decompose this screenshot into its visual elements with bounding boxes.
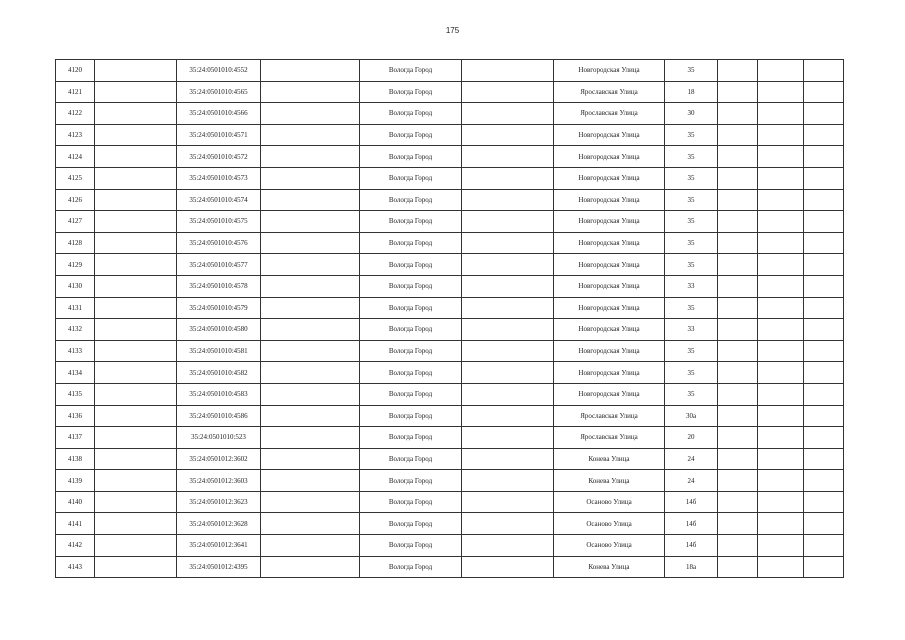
cell-empty bbox=[804, 297, 844, 319]
cell-empty bbox=[718, 232, 758, 254]
cell-empty bbox=[95, 167, 177, 189]
cell-street: Новгородская Улица bbox=[554, 124, 665, 146]
cell-empty bbox=[261, 535, 360, 557]
cell-empty bbox=[804, 383, 844, 405]
cell-empty bbox=[462, 211, 554, 233]
cell-street: Новгородская Улица bbox=[554, 383, 665, 405]
cell-empty bbox=[462, 513, 554, 535]
table-row bbox=[56, 491, 844, 513]
cell-street: Ярославская Улица bbox=[554, 81, 665, 103]
cell-empty bbox=[462, 103, 554, 125]
table-row bbox=[56, 383, 844, 405]
cell-empty bbox=[804, 319, 844, 341]
cell-empty bbox=[261, 448, 360, 470]
cell-empty bbox=[95, 146, 177, 168]
cell-number: 4136 bbox=[56, 405, 95, 427]
cell-empty bbox=[804, 556, 844, 578]
cell-empty bbox=[718, 340, 758, 362]
cell-number: 4122 bbox=[56, 103, 95, 125]
cell-empty bbox=[261, 340, 360, 362]
cell-empty bbox=[758, 405, 804, 427]
cell-empty bbox=[261, 405, 360, 427]
cell-street: Новгородская Улица bbox=[554, 146, 665, 168]
cell-empty bbox=[758, 211, 804, 233]
cell-empty bbox=[718, 448, 758, 470]
cell-empty bbox=[718, 319, 758, 341]
table-row bbox=[56, 211, 844, 233]
cell-city: Вологда Город bbox=[360, 81, 462, 103]
cell-cadastral-number: 35:24:0501012:4395 bbox=[177, 556, 261, 578]
cell-empty bbox=[718, 254, 758, 276]
cell-empty bbox=[261, 232, 360, 254]
cell-empty bbox=[758, 60, 804, 82]
cell-street: Конева Улица bbox=[554, 556, 665, 578]
cell-street: Новгородская Улица bbox=[554, 167, 665, 189]
cell-empty bbox=[718, 189, 758, 211]
cell-empty bbox=[758, 275, 804, 297]
cell-empty bbox=[261, 491, 360, 513]
cell-house: 35 bbox=[665, 211, 718, 233]
cell-city: Вологда Город bbox=[360, 189, 462, 211]
cell-city: Вологда Город bbox=[360, 254, 462, 276]
table-row bbox=[56, 189, 844, 211]
cell-empty bbox=[95, 211, 177, 233]
cell-empty bbox=[95, 103, 177, 125]
cell-empty bbox=[758, 297, 804, 319]
cell-empty bbox=[718, 297, 758, 319]
cell-empty bbox=[95, 340, 177, 362]
cell-empty bbox=[261, 297, 360, 319]
cell-house: 20 bbox=[665, 427, 718, 449]
cell-street: Новгородская Улица bbox=[554, 275, 665, 297]
cell-cadastral-number: 35:24:0501010:4578 bbox=[177, 275, 261, 297]
cell-city: Вологда Город bbox=[360, 405, 462, 427]
cell-house: 18 bbox=[665, 81, 718, 103]
cell-city: Вологда Город bbox=[360, 448, 462, 470]
table-row bbox=[56, 319, 844, 341]
cell-empty bbox=[462, 146, 554, 168]
table-row bbox=[56, 254, 844, 276]
table-row bbox=[56, 448, 844, 470]
cell-number: 4133 bbox=[56, 340, 95, 362]
table-row bbox=[56, 556, 844, 578]
table-row bbox=[56, 362, 844, 384]
cell-city: Вологда Город bbox=[360, 211, 462, 233]
cell-number: 4125 bbox=[56, 167, 95, 189]
cell-street: Новгородская Улица bbox=[554, 362, 665, 384]
cell-cadastral-number: 35:24:0501010:4582 bbox=[177, 362, 261, 384]
cell-empty bbox=[804, 146, 844, 168]
cell-city: Вологда Город bbox=[360, 362, 462, 384]
cell-cadastral-number: 35:24:0501012:3623 bbox=[177, 491, 261, 513]
cell-cadastral-number: 35:24:0501010:4581 bbox=[177, 340, 261, 362]
cell-empty bbox=[95, 319, 177, 341]
table-row bbox=[56, 146, 844, 168]
table-row bbox=[56, 275, 844, 297]
cell-empty bbox=[95, 491, 177, 513]
cell-empty bbox=[758, 340, 804, 362]
cell-empty bbox=[95, 556, 177, 578]
cell-empty bbox=[804, 448, 844, 470]
cell-empty bbox=[804, 103, 844, 125]
cell-empty bbox=[758, 491, 804, 513]
cell-empty bbox=[261, 470, 360, 492]
cell-street: Осаново Улица bbox=[554, 491, 665, 513]
cell-house: 35 bbox=[665, 232, 718, 254]
cell-empty bbox=[261, 556, 360, 578]
cell-empty bbox=[95, 275, 177, 297]
cell-street: Новгородская Улица bbox=[554, 60, 665, 82]
cell-empty bbox=[261, 513, 360, 535]
cell-empty bbox=[758, 427, 804, 449]
table-row bbox=[56, 124, 844, 146]
cell-cadastral-number: 35:24:0501012:3603 bbox=[177, 470, 261, 492]
cell-empty bbox=[261, 146, 360, 168]
cell-cadastral-number: 35:24:0501010:4579 bbox=[177, 297, 261, 319]
cell-street: Осаново Улица bbox=[554, 535, 665, 557]
cell-empty bbox=[758, 189, 804, 211]
cell-house: 35 bbox=[665, 383, 718, 405]
cell-empty bbox=[261, 60, 360, 82]
cell-street: Новгородская Улица bbox=[554, 254, 665, 276]
cell-number: 4134 bbox=[56, 362, 95, 384]
cell-street: Ярославская Улица bbox=[554, 103, 665, 125]
cell-empty bbox=[462, 491, 554, 513]
cell-empty bbox=[261, 319, 360, 341]
cell-empty bbox=[95, 189, 177, 211]
cell-empty bbox=[95, 81, 177, 103]
cell-empty bbox=[758, 103, 804, 125]
cell-empty bbox=[718, 81, 758, 103]
cell-empty bbox=[804, 427, 844, 449]
cell-empty bbox=[261, 275, 360, 297]
cell-empty bbox=[95, 513, 177, 535]
cell-cadastral-number: 35:24:0501010:4552 bbox=[177, 60, 261, 82]
cell-cadastral-number: 35:24:0501010:4577 bbox=[177, 254, 261, 276]
cell-number: 4135 bbox=[56, 383, 95, 405]
cell-number: 4128 bbox=[56, 232, 95, 254]
cell-empty bbox=[804, 254, 844, 276]
cell-number: 4139 bbox=[56, 470, 95, 492]
cell-empty bbox=[758, 232, 804, 254]
cell-empty bbox=[95, 60, 177, 82]
cell-city: Вологда Город bbox=[360, 319, 462, 341]
cell-empty bbox=[804, 189, 844, 211]
cell-empty bbox=[261, 211, 360, 233]
cell-empty bbox=[758, 535, 804, 557]
cell-empty bbox=[95, 427, 177, 449]
cell-cadastral-number: 35:24:0501010:4566 bbox=[177, 103, 261, 125]
cell-empty bbox=[804, 535, 844, 557]
cell-empty bbox=[462, 556, 554, 578]
cell-empty bbox=[804, 513, 844, 535]
cell-empty bbox=[462, 362, 554, 384]
table-row bbox=[56, 103, 844, 125]
cell-city: Вологда Город bbox=[360, 232, 462, 254]
cell-empty bbox=[718, 405, 758, 427]
cell-house: 24 bbox=[665, 448, 718, 470]
cell-house: 33 bbox=[665, 319, 718, 341]
cell-house: 35 bbox=[665, 254, 718, 276]
cell-cadastral-number: 35:24:0501012:3628 bbox=[177, 513, 261, 535]
cell-empty bbox=[462, 405, 554, 427]
cell-empty bbox=[804, 340, 844, 362]
cell-street: Новгородская Улица bbox=[554, 189, 665, 211]
cell-house: 14б bbox=[665, 513, 718, 535]
cell-number: 4130 bbox=[56, 275, 95, 297]
cell-number: 4140 bbox=[56, 491, 95, 513]
cell-empty bbox=[95, 232, 177, 254]
cell-empty bbox=[261, 254, 360, 276]
cell-empty bbox=[95, 470, 177, 492]
cell-number: 4132 bbox=[56, 319, 95, 341]
cell-empty bbox=[462, 167, 554, 189]
cell-empty bbox=[718, 362, 758, 384]
cell-number: 4129 bbox=[56, 254, 95, 276]
cell-empty bbox=[261, 81, 360, 103]
cell-empty bbox=[758, 124, 804, 146]
cell-empty bbox=[804, 167, 844, 189]
cell-cadastral-number: 35:24:0501010:4573 bbox=[177, 167, 261, 189]
cell-empty bbox=[462, 535, 554, 557]
cell-empty bbox=[462, 448, 554, 470]
cell-number: 4127 bbox=[56, 211, 95, 233]
cell-city: Вологда Город bbox=[360, 60, 462, 82]
cell-street: Конева Улица bbox=[554, 470, 665, 492]
table-row bbox=[56, 232, 844, 254]
cell-street: Новгородская Улица bbox=[554, 232, 665, 254]
cell-empty bbox=[804, 124, 844, 146]
cell-empty bbox=[462, 340, 554, 362]
cell-empty bbox=[758, 319, 804, 341]
cell-number: 4143 bbox=[56, 556, 95, 578]
cell-house: 35 bbox=[665, 362, 718, 384]
cell-empty bbox=[462, 254, 554, 276]
cell-empty bbox=[462, 319, 554, 341]
cell-city: Вологда Город bbox=[360, 383, 462, 405]
cell-city: Вологда Город bbox=[360, 124, 462, 146]
cell-city: Вологда Город bbox=[360, 535, 462, 557]
cell-empty bbox=[758, 362, 804, 384]
cell-empty bbox=[758, 556, 804, 578]
cell-number: 4137 bbox=[56, 427, 95, 449]
table-row bbox=[56, 81, 844, 103]
cell-number: 4131 bbox=[56, 297, 95, 319]
cell-empty bbox=[462, 383, 554, 405]
cell-empty bbox=[95, 254, 177, 276]
cell-empty bbox=[804, 60, 844, 82]
cell-empty bbox=[462, 470, 554, 492]
table-row bbox=[56, 297, 844, 319]
cell-cadastral-number: 35:24:0501010:4586 bbox=[177, 405, 261, 427]
cell-empty bbox=[462, 81, 554, 103]
cell-house: 35 bbox=[665, 297, 718, 319]
cell-city: Вологда Город bbox=[360, 146, 462, 168]
cell-empty bbox=[95, 362, 177, 384]
table-row bbox=[56, 427, 844, 449]
table-row bbox=[56, 535, 844, 557]
cell-empty bbox=[462, 124, 554, 146]
cell-empty bbox=[718, 103, 758, 125]
cell-number: 4123 bbox=[56, 124, 95, 146]
cell-empty bbox=[718, 146, 758, 168]
cell-empty bbox=[95, 383, 177, 405]
cell-city: Вологда Город bbox=[360, 491, 462, 513]
cell-cadastral-number: 35:24:0501010:4583 bbox=[177, 383, 261, 405]
table-row bbox=[56, 470, 844, 492]
cell-cadastral-number: 35:24:0501010:4572 bbox=[177, 146, 261, 168]
cell-empty bbox=[804, 232, 844, 254]
cell-house: 14б bbox=[665, 491, 718, 513]
cell-cadastral-number: 35:24:0501012:3602 bbox=[177, 448, 261, 470]
cell-house: 24 bbox=[665, 470, 718, 492]
cell-empty bbox=[95, 297, 177, 319]
cell-empty bbox=[718, 167, 758, 189]
cell-empty bbox=[261, 103, 360, 125]
cell-empty bbox=[462, 275, 554, 297]
cell-empty bbox=[758, 167, 804, 189]
cell-house: 30 bbox=[665, 103, 718, 125]
cell-house: 35 bbox=[665, 60, 718, 82]
cell-number: 4138 bbox=[56, 448, 95, 470]
cell-empty bbox=[462, 297, 554, 319]
cell-empty bbox=[804, 211, 844, 233]
cell-empty bbox=[718, 427, 758, 449]
cell-empty bbox=[758, 81, 804, 103]
cell-empty bbox=[718, 556, 758, 578]
table-body bbox=[56, 60, 844, 578]
cell-street: Конева Улица bbox=[554, 448, 665, 470]
cell-empty bbox=[261, 383, 360, 405]
cell-street: Ярославская Улица bbox=[554, 405, 665, 427]
registry-table bbox=[55, 59, 844, 578]
cell-empty bbox=[718, 535, 758, 557]
cell-empty bbox=[462, 60, 554, 82]
cell-empty bbox=[462, 427, 554, 449]
cell-empty bbox=[718, 470, 758, 492]
table-row bbox=[56, 60, 844, 82]
cell-empty bbox=[758, 470, 804, 492]
cell-empty bbox=[718, 60, 758, 82]
table-row bbox=[56, 405, 844, 427]
cell-street: Новгородская Улица bbox=[554, 297, 665, 319]
cell-street: Новгородская Улица bbox=[554, 211, 665, 233]
cell-house: 18а bbox=[665, 556, 718, 578]
cell-empty bbox=[718, 491, 758, 513]
cell-empty bbox=[804, 491, 844, 513]
cell-city: Вологда Город bbox=[360, 103, 462, 125]
cell-number: 4126 bbox=[56, 189, 95, 211]
cell-number: 4121 bbox=[56, 81, 95, 103]
page-number: 175 bbox=[445, 26, 460, 35]
cell-empty bbox=[261, 362, 360, 384]
cell-empty bbox=[95, 535, 177, 557]
cell-empty bbox=[804, 81, 844, 103]
cell-house: 35 bbox=[665, 340, 718, 362]
cell-street: Новгородская Улица bbox=[554, 340, 665, 362]
cell-empty bbox=[804, 405, 844, 427]
cell-empty bbox=[758, 448, 804, 470]
cell-street: Ярославская Улица bbox=[554, 427, 665, 449]
cell-empty bbox=[261, 189, 360, 211]
cell-empty bbox=[462, 232, 554, 254]
cell-empty bbox=[758, 254, 804, 276]
cell-city: Вологда Город bbox=[360, 340, 462, 362]
cell-number: 4142 bbox=[56, 535, 95, 557]
table-row bbox=[56, 513, 844, 535]
cell-empty bbox=[261, 124, 360, 146]
cell-cadastral-number: 35:24:0501010:4574 bbox=[177, 189, 261, 211]
cell-city: Вологда Город bbox=[360, 513, 462, 535]
cell-empty bbox=[95, 448, 177, 470]
cell-empty bbox=[804, 275, 844, 297]
cell-empty bbox=[718, 513, 758, 535]
cell-number: 4124 bbox=[56, 146, 95, 168]
table-row bbox=[56, 167, 844, 189]
cell-house: 35 bbox=[665, 124, 718, 146]
cell-street: Новгородская Улица bbox=[554, 319, 665, 341]
cell-cadastral-number: 35:24:0501010:4571 bbox=[177, 124, 261, 146]
cell-city: Вологда Город bbox=[360, 470, 462, 492]
cell-empty bbox=[718, 211, 758, 233]
cell-cadastral-number: 35:24:0501010:4580 bbox=[177, 319, 261, 341]
cell-empty bbox=[95, 124, 177, 146]
cell-city: Вологда Город bbox=[360, 556, 462, 578]
cell-empty bbox=[95, 405, 177, 427]
cell-empty bbox=[758, 383, 804, 405]
cell-house: 33 bbox=[665, 275, 718, 297]
cell-empty bbox=[804, 470, 844, 492]
cell-empty bbox=[718, 275, 758, 297]
cell-cadastral-number: 35:24:0501010:4576 bbox=[177, 232, 261, 254]
cell-empty bbox=[462, 189, 554, 211]
cell-empty bbox=[804, 362, 844, 384]
cell-empty bbox=[261, 427, 360, 449]
table-row bbox=[56, 340, 844, 362]
cell-empty bbox=[758, 513, 804, 535]
cell-house: 35 bbox=[665, 167, 718, 189]
cell-cadastral-number: 35:24:0501010:4565 bbox=[177, 81, 261, 103]
cell-house: 30а bbox=[665, 405, 718, 427]
cell-empty bbox=[758, 146, 804, 168]
cell-number: 4120 bbox=[56, 60, 95, 82]
cell-house: 35 bbox=[665, 189, 718, 211]
cell-city: Вологда Город bbox=[360, 297, 462, 319]
cell-cadastral-number: 35:24:0501012:3641 bbox=[177, 535, 261, 557]
cell-cadastral-number: 35:24:0501010:523 bbox=[177, 427, 261, 449]
cell-empty bbox=[718, 124, 758, 146]
cell-house: 35 bbox=[665, 146, 718, 168]
cell-city: Вологда Город bbox=[360, 427, 462, 449]
cell-number: 4141 bbox=[56, 513, 95, 535]
cell-empty bbox=[718, 383, 758, 405]
cell-city: Вологда Город bbox=[360, 167, 462, 189]
cell-house: 14б bbox=[665, 535, 718, 557]
cell-city: Вологда Город bbox=[360, 275, 462, 297]
cell-empty bbox=[261, 167, 360, 189]
cell-street: Осаново Улица bbox=[554, 513, 665, 535]
cell-cadastral-number: 35:24:0501010:4575 bbox=[177, 211, 261, 233]
